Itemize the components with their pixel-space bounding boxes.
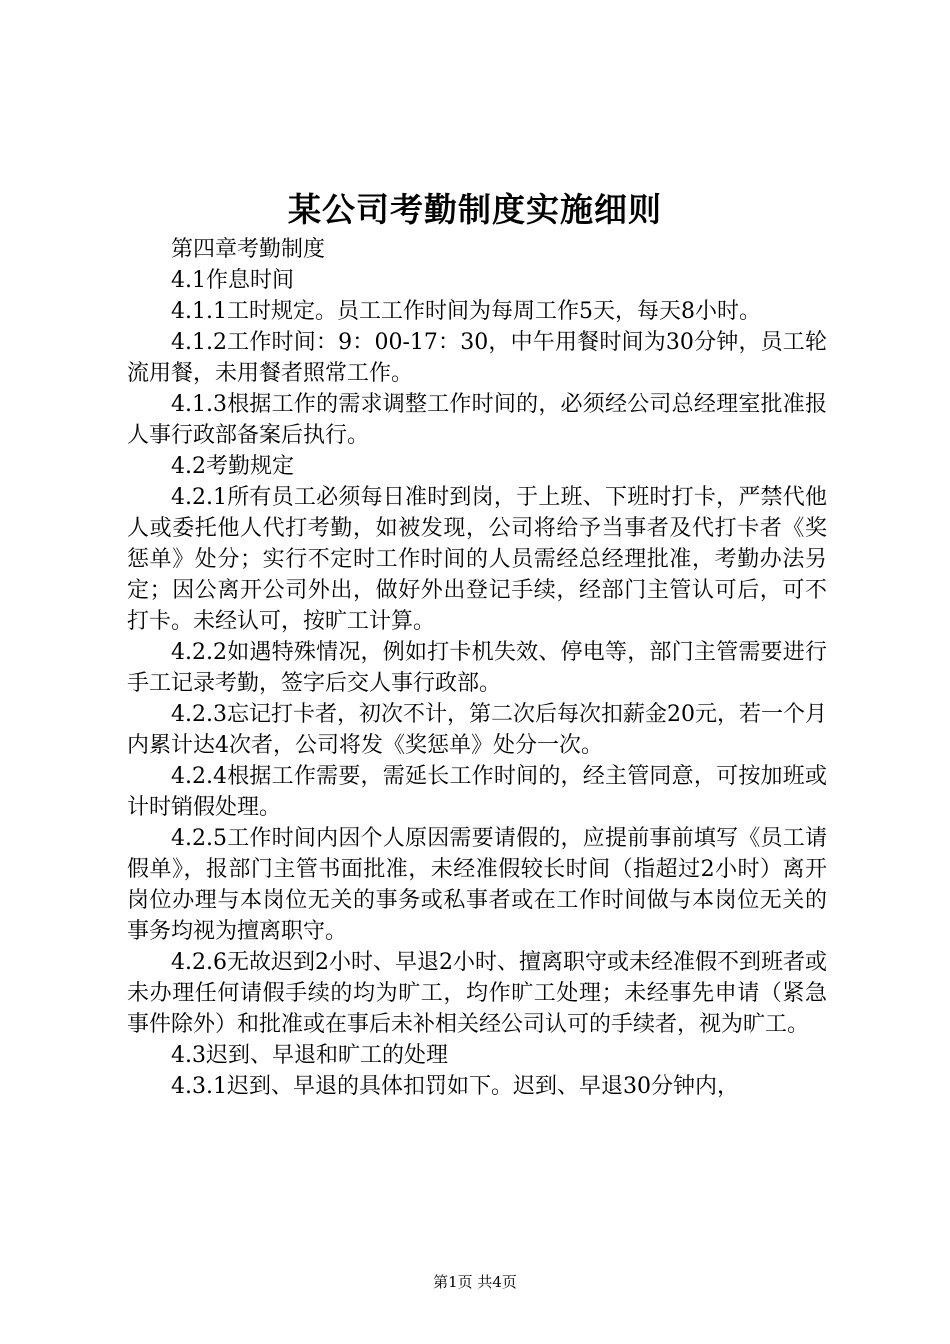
paragraph: 4.2.2如遇特殊情况，例如打卡机失效、停电等，部门主管需要进行手工记录考勤，签字后交人事行政部。 <box>127 640 827 696</box>
paragraph: 4.2.1所有员工必须每日准时到岗，于上班、下班时打卡，严禁代他人或委托他人代打考勤，如被发现，公司将给予当事者及代打卡者《奖惩单》处分；实行不定时工作时间的人员需经总经理批准，考勤办法另定；因公离开公司外出，做好外出登记手续，经部门主管认可后，可不打卡。未经认可，按旷工计算。 <box>127 485 827 634</box>
paragraph: 4.1.3根据工作的需求调整工作时间的，必须经公司总经理室批准报人事行政部备案后执行。 <box>127 392 827 448</box>
paragraph: 4.1作息时间 <box>171 268 294 293</box>
document-body <box>127 234 827 1102</box>
paragraph: 4.2.6无故迟到2小时、早退2小时、擅离职守或未经准假不到班者或未办理任何请假手续的均为旷工，均作旷工处理；未经事先申请（紧急事件除外）和批准或在事后未补相关经公司认可的手续者，视为旷工。 <box>127 950 827 1037</box>
page-footer: 第1页 共4页 <box>433 1273 517 1291</box>
paragraph: 4.1.1工时规定。员工工作时间为每周工作5天，每天8小时。 <box>171 299 761 324</box>
paragraph: 4.1.2工作时间：9：00-17：30，中午用餐时间为30分钟，员工轮流用餐，未用餐者照常工作。 <box>127 330 827 386</box>
paragraph: 4.3迟到、早退和旷工的处理 <box>171 1043 448 1068</box>
paragraph: 4.2.4根据工作需要，需延长工作时间的，经主管同意，可按加班或计时销假处理。 <box>127 764 827 820</box>
document-title: 某公司考勤制度实施细则 <box>288 190 662 229</box>
paragraph: 4.2.5工作时间内因个人原因需要请假的，应提前事前填写《员工请假单》，报部门主管书面批准，未经准假较长时间（指超过2小时）离开岗位办理与本岗位无关的事务或私事者或在工作时间做与本岗位无关的事务均视为擅离职守。 <box>127 826 827 944</box>
paragraph: 4.2.3忘记打卡者，初次不计，第二次后每次扣薪金20元，若一个月内累计达4次者，公司将发《奖惩单》处分一次。 <box>127 702 827 758</box>
paragraph: 第四章考勤制度 <box>171 237 326 262</box>
paragraph: 4.3.1迟到、早退的具体扣罚如下。迟到、早退30分钟内， <box>171 1074 739 1099</box>
paragraph: 4.2考勤规定 <box>171 454 294 479</box>
